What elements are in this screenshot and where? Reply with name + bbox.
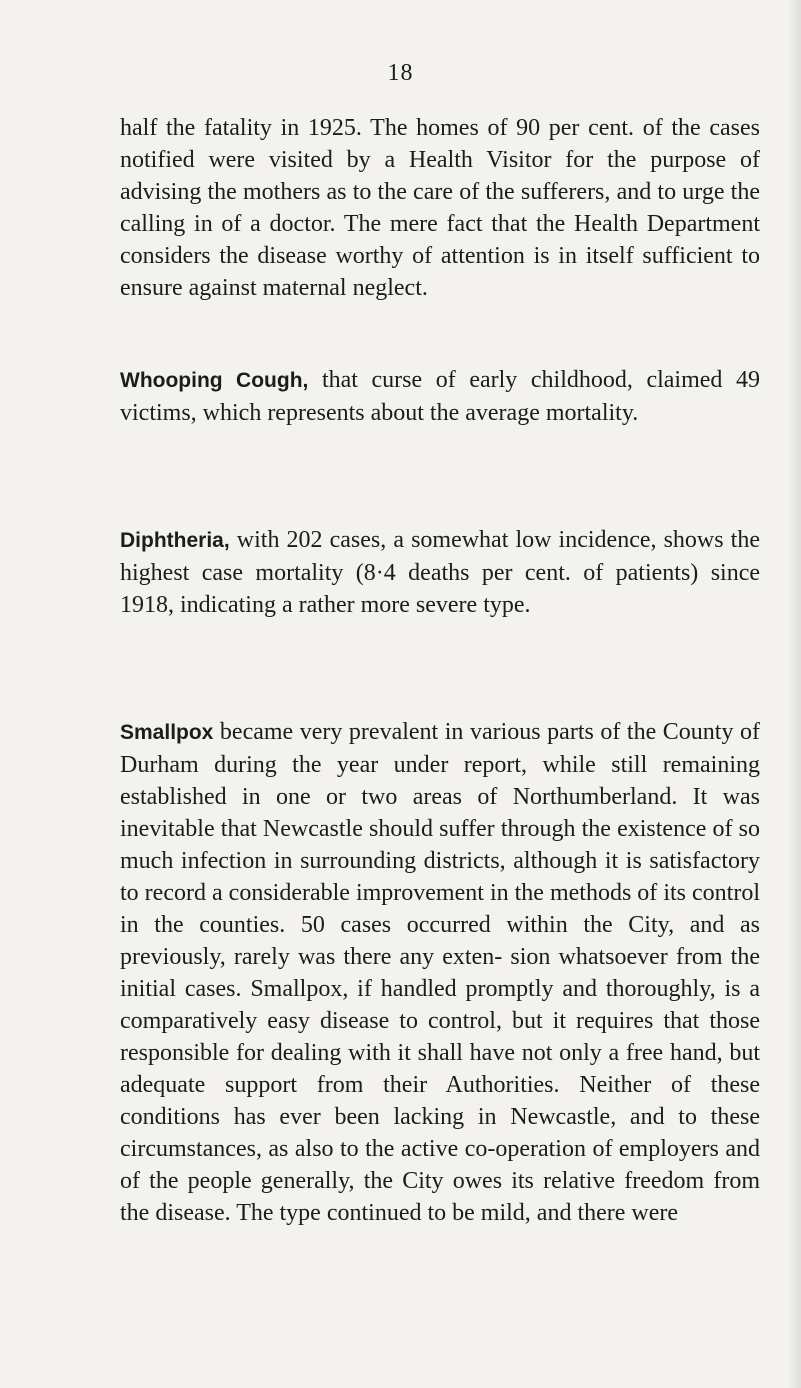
paragraph-body: that curse of early childhood, claimed 49 victims, which represents about the average mortality. — [120, 367, 760, 426]
paragraph-text — [120, 524, 760, 621]
page-edge-shadow — [787, 0, 801, 1388]
section-heading-whooping-cough: Whooping Cough, — [120, 369, 309, 392]
paragraph-body: half the fatality in 1925. The homes of 90 per cent. of the cases notified were visited by a Health Visitor for the purpose of advising the mothers as to the care of the sufferers, and to urge the calling in of a doctor. The mere fact that the Health Department considers the disease worthy of attention is in itself sufficient to ensure against maternal neglect. — [120, 115, 760, 301]
paragraph-body: with 202 cases, a somewhat low incidence, shows the highest case mortality (8·4 deaths per cent. of patients) since 1918, indicating a rather more severe type. — [120, 527, 760, 618]
paragraph-text — [120, 364, 760, 429]
page-number: 18 — [387, 60, 414, 86]
section-heading-smallpox: Smallpox — [120, 721, 214, 744]
section-heading-diphtheria: Diphtheria, — [120, 529, 230, 552]
paragraph-smallpox — [120, 716, 760, 1229]
paragraph-fatality-continuation — [120, 112, 760, 304]
paragraph-whooping-cough — [120, 364, 760, 429]
paragraph-text — [120, 112, 760, 304]
paragraph-body: became very prevalent in various parts of the County of Durham during the year under report, while still remaining established in one or two areas of Northumberland. It was inevitable that Newcastle should suffer through the existence of so much infection in surrounding districts, although it is satisfactory to record a considerable improvement in the methods of its control in the counties. 50 cases occurred within the City, and as previously, rarely was there any exten- sion whatsoever from the initial cases. Smallpox, if handled promptly and thoroughly, is a comparatively easy disease to control, but it requires that those responsible for dealing with it shall have not only a free hand, but adequate support from their Authorities. Neither of these conditions has ever been lacking in Newcastle, and to these circumstances, as also to the active co-operation of employers and of the people generally, the City owes its relative freedom from the disease. The type continued to be mild, and there were — [120, 719, 760, 1226]
paragraph-diphtheria — [120, 524, 760, 621]
paragraph-text — [120, 716, 760, 1229]
